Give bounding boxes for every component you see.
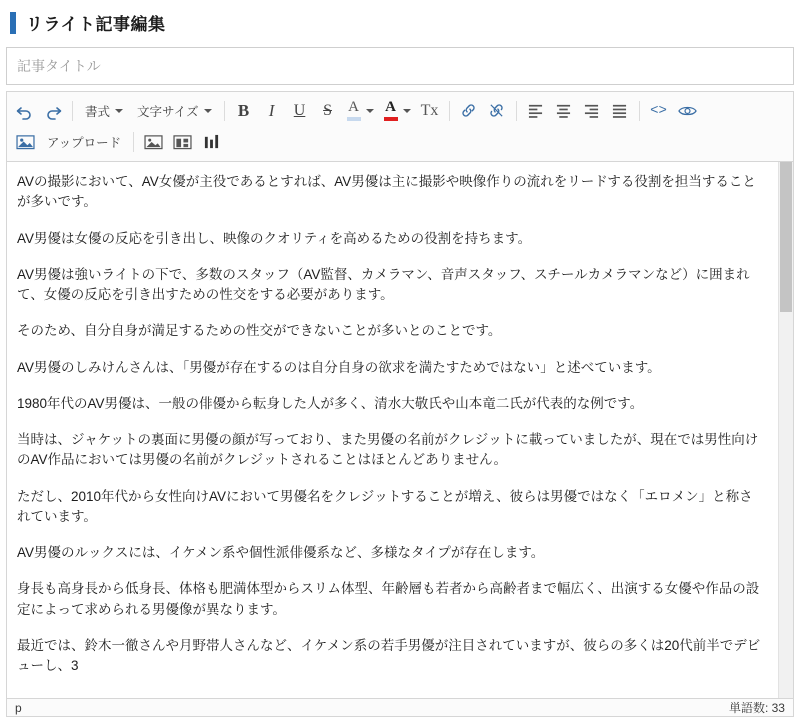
word-count: 単語数: 33 (728, 701, 785, 716)
header-accent-bar (10, 12, 16, 34)
strikethrough-button[interactable]: S (323, 101, 332, 119)
fontsize-dropdown[interactable] (130, 97, 219, 124)
element-path: p (15, 700, 22, 715)
toolbar-divider (72, 101, 73, 121)
insert-image-icon[interactable] (139, 128, 168, 155)
title-field-row (0, 47, 800, 85)
undo-icon[interactable] (11, 97, 39, 124)
editor-paragraph: AV男優のしみけんさんは、「男優が存在するのは自分自身の欲求を満たすためではない」と述べています。 (17, 359, 661, 375)
page-title: リライト記事編集 (26, 15, 166, 34)
source-code-label: <> (650, 102, 667, 119)
format-dropdown-label: 書式 (85, 104, 111, 119)
editor-paragraph: そのため、自分自身が満足するための性交ができないことが多いとのことです。 (17, 323, 502, 339)
preview-eye-icon[interactable] (673, 97, 702, 124)
editor-paragraph: 最近では、鈴木一徹さんや月野帯人さんなど、イケメン系の若手男優が注目されていますが、彼らの多くは20代前半でデビューし、3 (17, 637, 761, 673)
highlight-color-button[interactable] (342, 97, 379, 124)
toolbar-row-1 (11, 95, 789, 126)
underline-button[interactable]: U (293, 101, 306, 119)
article-title-input[interactable] (6, 47, 794, 85)
align-left-icon[interactable] (522, 97, 550, 124)
source-code-icon[interactable] (645, 97, 673, 124)
editor-paragraph: 身長も高身長から低身長、体格も肥満体型からスリム体型、年齢層も若者から高齢者まで幅広く、出演する女優や作品の設定によって求められる男優像が異なります。 (17, 581, 760, 617)
editor-paragraph: AVの撮影において、AV女優が主役であるとすれば、AV男優は主に撮影や映像作りの流れをリードする役割を担当することが多いです。 (17, 174, 756, 210)
upload-button-label: アップロード (47, 135, 122, 150)
clear-format-button[interactable] (416, 97, 444, 124)
redo-icon[interactable] (39, 97, 67, 124)
align-justify-icon[interactable] (606, 97, 634, 124)
editor-scrollbar[interactable] (778, 162, 793, 698)
image-upload-icon[interactable] (11, 128, 40, 155)
toolbar-divider (639, 101, 640, 121)
page-header (0, 0, 800, 47)
editor-body-wrapper (6, 161, 794, 699)
text-color-label: A (385, 99, 396, 115)
highlight-color-swatch (347, 117, 361, 121)
text-color-swatch (384, 117, 398, 121)
editor-content-area[interactable] (7, 162, 778, 698)
chevron-down-icon (204, 109, 212, 113)
editor-paragraph: AV男優は強いライトの下で、多数のスタッフ（AV監督、カメラマン、音声スタッフ、スチールカメラマンなど）に囲まれて、女優の反応を引き出すための性交をする必要があります。 (17, 266, 750, 302)
editor-paragraph: AV男優は女優の反応を引き出し、映像のクオリティを高めるための役割を持ちます。 (17, 230, 532, 246)
insert-media-icon[interactable] (168, 128, 197, 155)
editor-paragraph: ただし、2010年代から女性向けAVにおいて男優名をクレジットすることが増え、彼らは男優ではなく「エロメン」と称されています。 (17, 488, 753, 524)
unlink-icon[interactable] (483, 97, 511, 124)
toolbar-divider (516, 101, 517, 121)
clear-format-label: Tx (420, 101, 439, 119)
scrollbar-thumb[interactable] (780, 162, 792, 312)
chevron-down-icon (403, 109, 411, 113)
toolbar-divider (449, 101, 450, 121)
editor-paragraph: AV男優のルックスには、イケメン系や個性派俳優系など、多様なタイプが存在します。 (17, 545, 545, 560)
italic-button[interactable]: I (268, 100, 275, 120)
upload-button[interactable] (40, 128, 128, 155)
fontsize-dropdown-label: 文字サイズ (137, 104, 199, 119)
insert-chart-icon[interactable] (197, 128, 225, 155)
highlight-color-label: A (348, 99, 359, 115)
chevron-down-icon (366, 109, 374, 113)
editor-paragraph: 当時は、ジャケットの裏面に男優の顔が写っており、また男優の名前がクレジットに載っていましたが、現在では男性向けのAV作品においては男優の名前がクレジットされることはほとんどありません。 (17, 432, 759, 468)
toolbar-divider (224, 101, 225, 121)
toolbar-divider (133, 132, 134, 152)
editor-paragraph: 1980年代のAV男優は、一般の俳優から転身した人が多く、清水大敬氏や山本竜二氏が代表的な例です。 (17, 395, 644, 411)
editor-toolbar (6, 91, 794, 161)
toolbar-row-2 (11, 126, 789, 157)
chevron-down-icon (115, 109, 123, 113)
text-color-button[interactable] (379, 97, 416, 124)
align-center-icon[interactable] (550, 97, 578, 124)
format-dropdown[interactable] (78, 97, 130, 124)
bold-button[interactable]: B (237, 100, 250, 120)
editor-statusbar (6, 699, 794, 717)
link-icon[interactable] (455, 97, 483, 124)
align-right-icon[interactable] (578, 97, 606, 124)
